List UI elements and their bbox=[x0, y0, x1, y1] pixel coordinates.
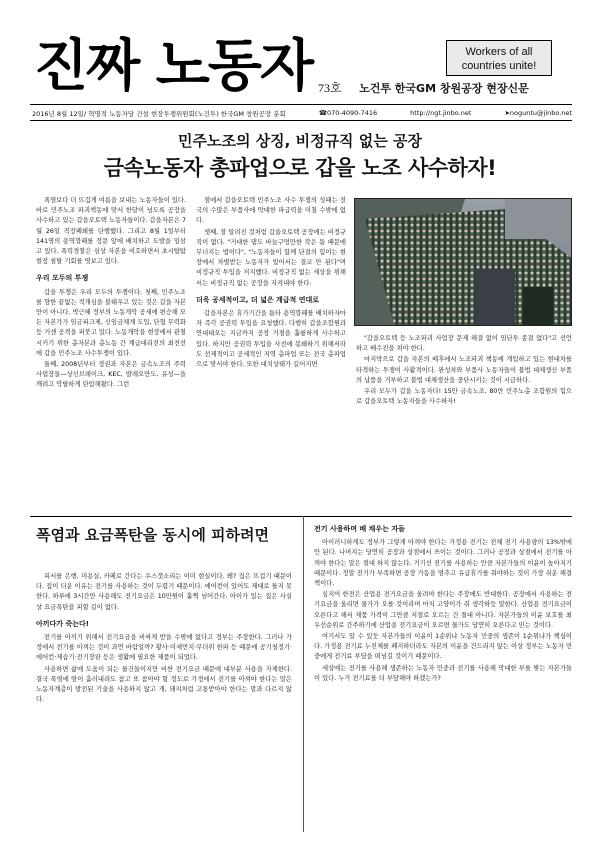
paragraph: 갑을자본은 휴가기간을 틈타 용역깡패를 배치하자마자 즉각 공권력 투입을 요청했다. 다행히 갑을조합원과 연대대오는 지금까지 공장 거점을 훌륭하게 사수하고 있다. 하지만 공권력 투입을 사전에 봉쇄하기 위해서라도 선제적이고 공세적인 지역 총파업 또는 전국 총파업으로 맞서야 한다. 또한 대치상태가 길어지면 bbox=[196, 310, 346, 369]
paragraph: "갑을오토텍 등 노조파괴 사업장 문제 해결 없이 임단투 종결 없다"고 선언하고 배수진을 쳐야 한다. bbox=[356, 335, 572, 353]
paragraph: 전기를 아끼기 위해서 전기요금을 비싸게 받을 수밖에 없다고 정부는 주장한다. 그러나 가정에서 전기를 아껴는 것이 과연 바람일까? 황사·미세먼지·무더위 한파 등 때문에 공기청정기·에어컨·제습기·전기장판 등은 생활에 필요한 제품이 되었다. bbox=[36, 634, 292, 662]
header-rule-bottom bbox=[30, 120, 572, 121]
slogan-line2: countries unite! bbox=[461, 60, 537, 72]
paper-name: 노건투 한국GM 창원공장 현장신문 bbox=[359, 82, 529, 95]
paragraph: 우리 모두가 갑을 노동자다! 15만 금속노조, 80만 민주노총 조합원의 힘으로 갑을오토텍 노동자들을 사수하자! bbox=[356, 388, 572, 406]
publication-date-publisher: 2016년 8월 12일/ 혁명적 노동자당 건설 현장투쟁위원회(노건투) 한국GM 창원공장 분회 bbox=[32, 110, 286, 118]
headline-main: 금속노동자 총파업으로 갑을 노조 사수하자! bbox=[103, 156, 497, 180]
paragraph: 폭염보다 더 뜨겁게 여름을 보내는 노동자들이 있다. 바로 민주노조 파괴책동에 맞서 한달이 넘도록 공장을 사수하고 있는 갑을오토텍 노동자들이다. 갑을자본은 7월 26일 직장폐쇄를 단행했다. 그리고 8월 1일부터 141명의 용역깡패를 정문 앞에 배치하고 도발을 일삼고 있다. 폭력경찰은 심상 자본을 비호하면서 초시탑탐 현장 침탈 기회를 엿보고 있다. bbox=[36, 197, 186, 266]
paragraph: 사용하면 삶에 도움이 되는 물건들이지만 비싼 전기요금 때문에 대부분 사용을 자제한다. 결국 폭염에 땀이 흘러내려도 참고 또 참아야 할 정도로 가정에서 전기를 아껴야 한다는 말은 노동자계층이 발전된 기술을 사용하지 않고 개, 돼지처럼 고통받아야 한다는 말과 다르지 않다. bbox=[36, 665, 292, 704]
paragraph: 심지어 한전은 산업용 전기요금을 올려야 한다는 주장에도 반대한다. 공장에서 사용하는 전기요금을 올리면 물가가 오를 것이라며 마치 고양이가 쥐 생각하듯 말한다. 산업용 전기요금이 오른다고 해서 제품 가격이 그만큼 저절로 오르는 건 절대 아니다. 자본가들의 이윤 보호를 최우선순위로 간주하기에 산업용 전기요금이 오르면 물가도 당연히 오른다고 믿는 것이다. bbox=[314, 591, 572, 629]
subheading: 아끼다가 죽는다! bbox=[36, 619, 89, 628]
subheading: 우리 모두의 투쟁 bbox=[36, 274, 89, 283]
column-divider bbox=[303, 516, 304, 832]
paragraph: 셋째, 잘 알려진 것처럼 갑을오토텍 공장에는 비정규직이 없다. "거대한 댐도 바늘구멍만한 작은 틈 때문에 무너지는 법이다", "노동자들이 함께 단결의 힘이는 현장에서 차별받는 노동자가 있어서는 결코 안 된다"며 비정규직 투입을 저지했다. 비정규직 없는 세상을 위해서는 비정규직 없는 공장을 지켜내야 한다. bbox=[196, 228, 346, 287]
paragraph: 아이러니하게도 정부가 그렇게 아껴야 한다는 가정용 전기는 전체 전기 사용량의 13%밖에 안 된다. 나머지는 당연히 공장과 상점에서 쓰이는 것이다. 그러나 공장과 상점에서 전기를 아껴야 한다는 말은 절대 하지 않는다. 거기선 전기를 사용하는 만큼 자본가들의 이윤이 높아지기 때문이다. 정말 전기가 부족하면 공장 가동을 멈추고 유급휴가를 줘야하는 것이 가장 쉬운 해결책이다. bbox=[314, 539, 572, 588]
slogan-line1: Workers of all bbox=[465, 46, 533, 58]
paragraph: 점에서 갑을오토텍 민주노조 사수 투쟁의 성패는 전국의 수많은 부품사에 막대한 파급력을 미칠 수밖에 없다. bbox=[196, 197, 346, 225]
paragraph: 여기서도 알 수 있듯 자본가들의 이윤이 1순위냐 노동자 민중의 생존이 1순위냐가 핵심이다. 가정용 전기료 누진제를 폐지하더라도 자본의 이윤을 건드리지 않는 이상 정부는 노동자 민중에게 전기료 부담을 떠넘길 것이기 때문이다. bbox=[314, 633, 572, 661]
issue-line bbox=[318, 79, 529, 96]
article2-title: 폭염과 요금폭탄을 동시에 피하려면 bbox=[36, 526, 270, 544]
publication-email: ➤noguntu@jinbo.net bbox=[504, 109, 572, 117]
paragraph: 마지막으로 갑을 자본의 배후에서 노조파괴 책동에 개입하고 있는 현대차를 타격하는 투쟁이 사활적이다. 완성차와 부품사 노동자들이 불법 대체생산 부품의 납품을 거부하고 불법 대체생산을 중단시키는 것이 시급하다. bbox=[356, 356, 572, 384]
article1-column-3 bbox=[356, 334, 572, 408]
strike-rally-photo bbox=[354, 198, 572, 326]
paragraph: 세상에는 전기를 사용해 생존하는 노동자 민중과 전기를 사용해 막대한 부를 쌓는 자본가들이 있다. 누가 전기료를 더 부담해야 하겠는가? bbox=[314, 664, 572, 682]
article2-column-1 bbox=[36, 572, 292, 706]
paragraph: 갑을 투쟁은 우리 모두의 투쟁이다. 첫째, 민주노조를 향한 끝없는 적개심을 불태우고 있는 것은 갑을 자본만이 아니다. 박근혜 정부의 노동개악 공세에 편승해 모든 자본가가 임금피크제, 신임금체계 도입, 단협 무력화 등 거센 공격을 퍼붓고 있다. 노동개악을 현장에서 관철시키기 위한 총자본과 총노동 간 계급대리전의 최전선에 갑을 민주노조 사수투쟁이 있다. bbox=[36, 288, 186, 357]
publication-phone: ☎070-4090-7416 bbox=[318, 109, 378, 117]
publication-web: http://ngt.jinbo.net bbox=[410, 109, 472, 117]
article1-column-1 bbox=[36, 196, 186, 392]
subheading: 전기 사용하며 배 채우는 자들 bbox=[314, 525, 405, 533]
paragraph: 피서를 은행, 미용실, 카페로 간다는 우스갯소리는 이미 현실이다. 왜? 집은 뜨겁기 때문이다. 집이 더운 이유는 전기를 사용하는 것이 두렵기 때문이다. 에어컨이 있어도 제대로 틀지 못한다. 하루에 3시간만 사용해도 전기요금은 10만원이 훌쩍 넘어간다. 아이가 있는 집은 사실상 요금폭탄을 피할 길이 없다. bbox=[36, 573, 292, 611]
publication-info bbox=[32, 109, 572, 118]
article2-column-2 bbox=[314, 524, 572, 685]
section-rule bbox=[30, 516, 572, 517]
masthead-title: 진짜 노동자 bbox=[34, 34, 312, 99]
headline-sub: 민주노조의 상징, 비정규직 없는 공장 bbox=[178, 132, 422, 150]
header-rule-top bbox=[30, 104, 572, 105]
issue-number: 73호 bbox=[318, 81, 342, 95]
paragraph: 둘째, 2008년부터 정권과 자본은 금속노조의 주력 사업장들—상신브레이크, KEC, 발레오만도, 유성—을 깨려고 악랄하게 탄압해왔다. 그런 bbox=[36, 361, 186, 389]
subheading: 더욱 공세적이고, 더 넓은 계급적 연대로 bbox=[196, 295, 320, 304]
article1-column-2 bbox=[196, 196, 346, 371]
slogan-box bbox=[446, 40, 552, 76]
